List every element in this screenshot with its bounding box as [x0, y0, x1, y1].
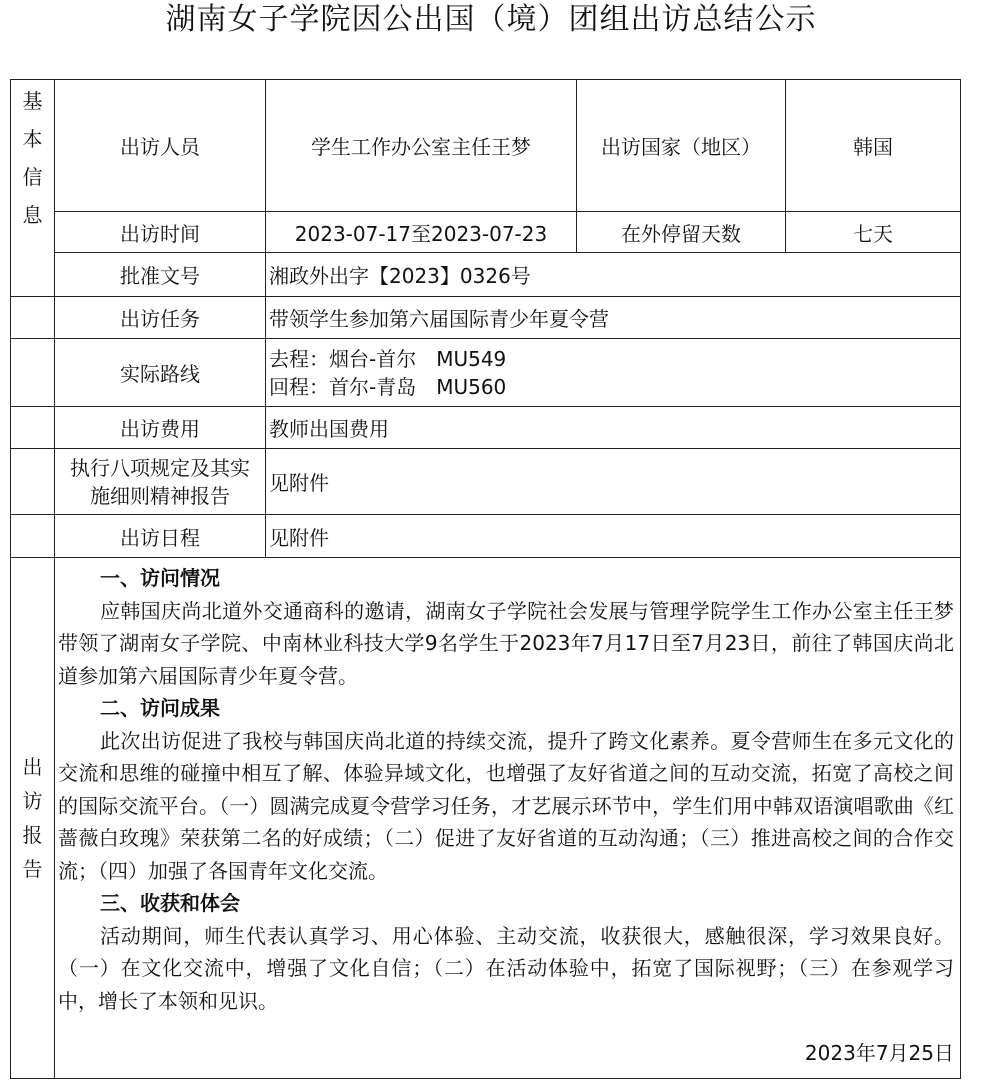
days-value: 七天 [786, 212, 961, 253]
schedule-label: 出访日程 [55, 515, 266, 558]
empty-cell [11, 515, 55, 558]
visitor-value: 学生工作办公室主任王梦 [266, 80, 577, 212]
report-heading-2: 二、访问成果 [100, 696, 220, 720]
route-back: 回程：首尔-青岛 MU560 [269, 374, 507, 399]
country-value: 韩国 [786, 80, 961, 212]
report-heading-1: 一、访问情况 [100, 566, 220, 590]
empty-cell [11, 407, 55, 449]
page-title: 湖南女子学院因公出国（境）团组出访总结公示 [165, 2, 817, 37]
summary-table [10, 79, 961, 1079]
route-out: 去程：烟台-首尔 MU549 [269, 346, 507, 371]
cost-value: 教师出国费用 [266, 407, 961, 449]
cost-label: 出访费用 [55, 407, 266, 449]
empty-cell [11, 297, 55, 339]
basic-info-section-label: 基 本 信 息 [11, 80, 55, 297]
rules-value: 见附件 [266, 449, 961, 515]
route-value [266, 339, 961, 407]
time-label: 出访时间 [55, 212, 266, 253]
time-value: 2023-07-17至2023-07-23 [266, 212, 577, 253]
schedule-value: 见附件 [266, 515, 961, 558]
report-heading-3: 三、收获和体会 [100, 891, 240, 915]
report-paragraph-2: 此次出访促进了我校与韩国庆尚北道的持续交流，提升了跨文化素养。夏令营师生在多元文化的交流和思维的碰撞中相互了解、体验异域文化，也增强了友好省道之间的互动交流，拓宽了高校之间的国际交流平台。（一）圆满完成夏令营学习任务，才艺展示环节中，学生们用中韩双语演唱歌曲《红蔷薇白玫瑰》荣获第二名的好成绩；（二）促进了友好省道的互动沟通；（三）推进高校之间的合作交流；（四）加强了各国青年文化交流。 [58, 728, 954, 883]
report-section-label: 出 访 报 告 [11, 558, 55, 1079]
task-value: 带领学生参加第六届国际青少年夏令营 [266, 297, 961, 339]
approval-value: 湘政外出字【2023】0326号 [266, 253, 961, 297]
route-label: 实际路线 [55, 339, 266, 407]
approval-label: 批准文号 [55, 253, 266, 297]
report-body [55, 558, 961, 1079]
empty-cell [11, 339, 55, 407]
report-date: 2023年7月25日 [804, 1041, 954, 1065]
task-label: 出访任务 [55, 297, 266, 339]
report-paragraph-3: 活动期间，师生代表认真学习、用心体验、主动交流，收获很大，感触很深，学习效果良好。（一）在文化交流中，增强了文化自信；（二）在活动体验中，拓宽了国际视野；（三）在参观学习中，增长了本领和见识。 [58, 923, 954, 1013]
empty-cell [11, 449, 55, 515]
report-paragraph-1: 应韩国庆尚北道外交通商科的邀请，湖南女子学院社会发展与管理学院学生工作办公室主任王梦带领了湖南女子学院、中南林业科技大学9名学生于2023年7月17日至7月23日，前往了韩国庆尚北道参加第六届国际青少年夏令营。 [58, 598, 954, 688]
days-label: 在外停留天数 [577, 212, 786, 253]
rules-label: 执行八项规定及其实 施细则精神报告 [55, 449, 266, 515]
country-label: 出访国家（地区） [577, 80, 786, 212]
visitor-label: 出访人员 [55, 80, 266, 212]
